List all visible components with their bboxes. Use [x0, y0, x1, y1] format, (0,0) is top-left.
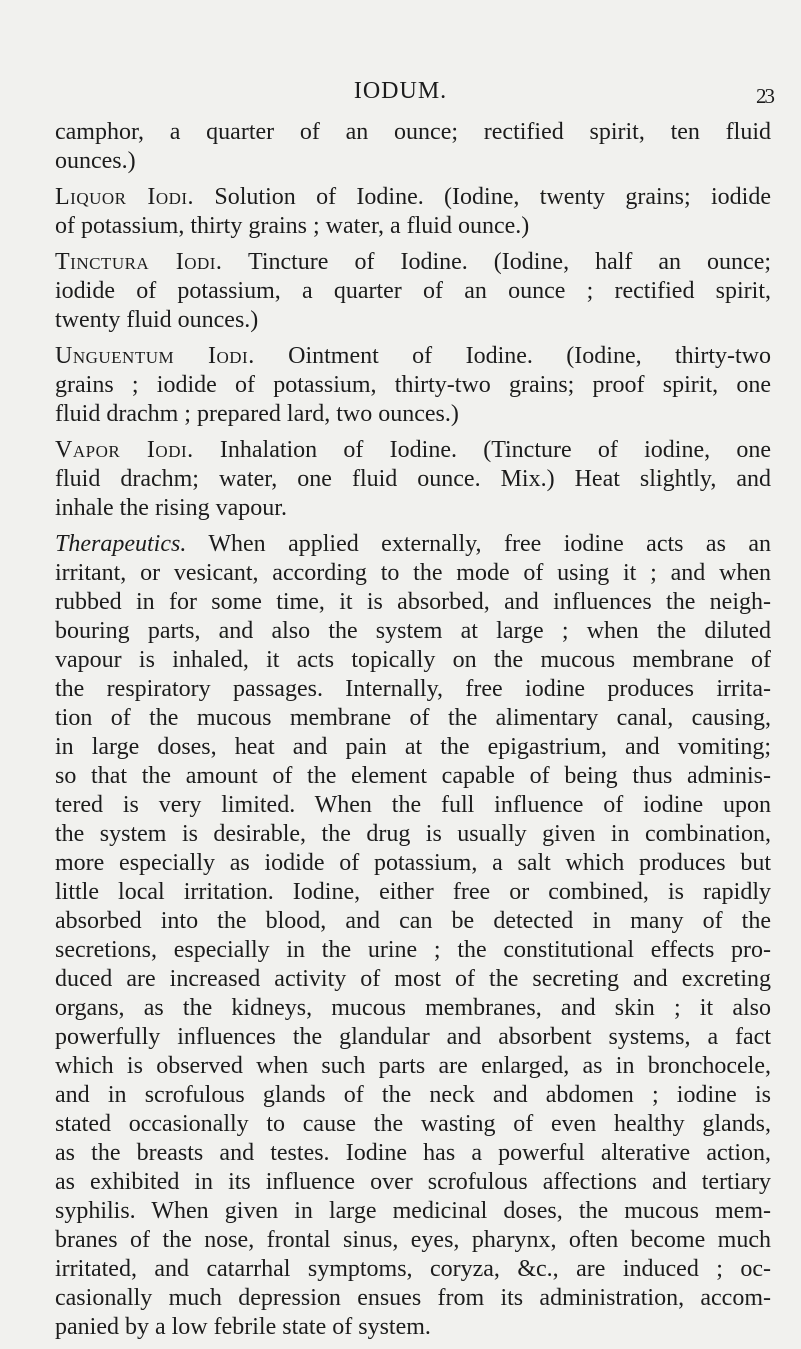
running-head: IODUM. [353, 78, 448, 104]
paragraph-camphor [55, 118, 771, 176]
text-line: organs, as the kidneys, mucous membranes, and skin ; it also [55, 995, 771, 1021]
text-line: powerfully influences the glandular and absorbent systems, a fact [55, 1024, 771, 1050]
preparation-heading: Unguentum Iodi. [55, 343, 255, 369]
text-line: the system is desirable, the drug is usually given in combination, [55, 821, 771, 847]
body-text [55, 118, 771, 1349]
text-line: of potassium, thirty grains ; water, a fluid ounce.) [55, 213, 530, 239]
preparation-heading: Vapor Iodi. [55, 437, 194, 463]
text-line: as the breasts and testes. Iodine has a powerful alterative action, [55, 1140, 771, 1166]
text-line: syphilis. When given in large medicinal doses, the mucous mem- [55, 1198, 771, 1224]
text-line: which is observed when such parts are enlarged, as in bronchocele, [55, 1053, 771, 1079]
text-line: bouring parts, and also the system at large ; when the diluted [55, 618, 771, 644]
text-line: fluid drachm ; prepared lard, two ounces.) [55, 401, 459, 427]
text-line: twenty fluid ounces.) [55, 307, 259, 333]
section-heading: Therapeutics. [55, 531, 187, 557]
text-line: tered is very limited. When the full influence of iodine upon [55, 792, 771, 818]
paragraph-vapor-iodi [55, 436, 771, 523]
paragraph-unguentum-iodi [55, 342, 771, 429]
text-line: stated occasionally to cause the wasting of even healthy glands, [55, 1111, 771, 1137]
preparation-heading: Liquor Iodi. [55, 184, 195, 210]
text-line: absorbed into the blood, and can be detected in many of the [55, 908, 771, 934]
text-line: irritated, and catarrhal symptoms, coryza, &c., are induced ; oc- [55, 1256, 771, 1282]
text-line: rubbed in for some time, it is absorbed, and influences the neigh- [55, 589, 771, 615]
text-line: tion of the mucous membrane of the alimentary canal, causing, [55, 705, 771, 731]
text-line: vapour is inhaled, it acts topically on the mucous membrane of [55, 647, 771, 673]
text-line: inhale the rising vapour. [55, 495, 287, 521]
text-line: Tinctura Iodi. Tincture of Iodine. (Iodine, half an ounce; [55, 249, 772, 275]
paragraph-tinctura-iodi [55, 248, 771, 335]
text-line: grains ; iodide of potassium, thirty-two grains; proof spirit, one [55, 372, 771, 398]
text-line: panied by a low febrile state of system. [55, 1314, 431, 1340]
text-line: ounces.) [55, 148, 136, 174]
text-line: more especially as iodide of potassium, a salt which produces but [55, 850, 771, 876]
text-line: so that the amount of the element capable of being thus adminis- [55, 763, 771, 789]
text-line: in large doses, heat and pain at the epigastrium, and vomiting; [55, 734, 771, 760]
preparation-heading: Tinctura Iodi. [55, 249, 223, 275]
text-line: the respiratory passages. Internally, free iodine produces irrita- [55, 676, 771, 702]
text-line: as exhibited in its influence over scrofulous affections and tertiary [55, 1169, 771, 1195]
text-line: Vapor Iodi. Inhalation of Iodine. (Tincture of iodine, one [55, 437, 772, 463]
text-line: Unguentum Iodi. Ointment of Iodine. (Iodine, thirty-two [55, 343, 771, 369]
text-line: Therapeutics. When applied externally, free iodine acts as an [55, 531, 771, 557]
text-line: iodide of potassium, a quarter of an ounce ; rectified spirit, [55, 278, 771, 304]
text-line: casionally much depression ensues from its administration, accom- [55, 1285, 771, 1311]
text-line: camphor, a quarter of an ounce; rectified spirit, ten fluid [55, 119, 771, 145]
text-line: little local irritation. Iodine, either free or combined, is rapidly [55, 879, 771, 905]
text-line: duced are increased activity of most of the secreting and excreting [55, 966, 771, 992]
text-line: and in scrofulous glands of the neck and abdomen ; iodine is [55, 1082, 771, 1108]
page-number: 23 [756, 84, 773, 108]
paragraph-liquor-iodi [55, 183, 771, 241]
paragraph-therapeutics [55, 530, 771, 1342]
text-line: secretions, especially in the urine ; the constitutional effects pro- [55, 937, 771, 963]
text-line: Liquor Iodi. Solution of Iodine. (Iodine, twenty grains; iodide [55, 184, 772, 210]
text-line: fluid drachm; water, one fluid ounce. Mix.) Heat slightly, and [55, 466, 771, 492]
text-line: branes of the nose, frontal sinus, eyes, pharynx, often become much [55, 1227, 771, 1253]
text-line: irritant, or vesicant, according to the mode of using it ; and when [55, 560, 771, 586]
